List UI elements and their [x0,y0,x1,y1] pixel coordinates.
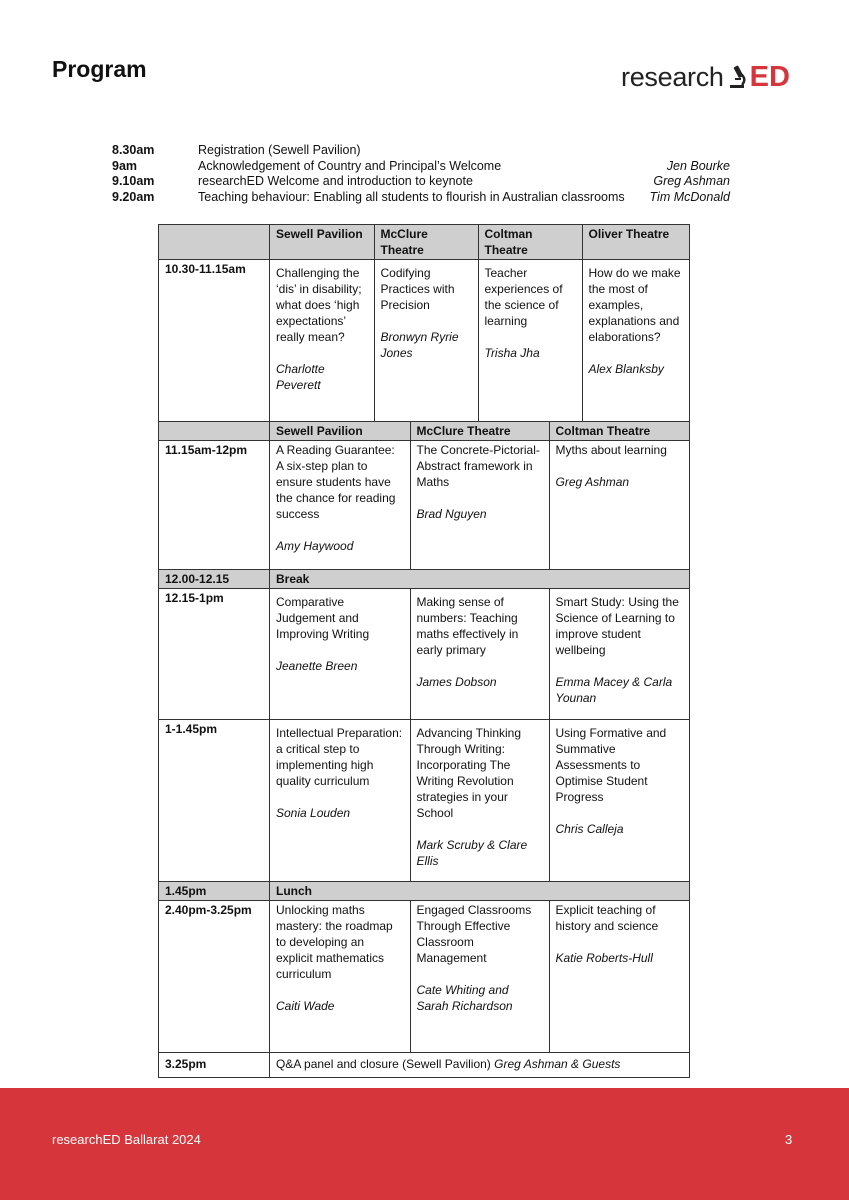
session-time: 1-1.45pm [159,720,270,882]
talk-title: Engaged Classrooms Through Effective Classroom Management [416,903,532,965]
page-title: Program [52,56,147,82]
talk-speaker: Emma Macey & Carla Younan [555,675,673,705]
talk-cell [374,260,478,421]
talk-cell [478,260,582,421]
venue-header-row [159,422,690,441]
intro-speaker: Tim McDonald [649,189,730,204]
closing-time: 3.25pm [159,1053,270,1078]
intro-time: 9am [112,158,138,173]
talk-title: Teacher experiences of the science of learning [484,266,563,328]
talk-speaker: Trisha Jha [484,346,540,360]
talk-cell [270,720,410,881]
session-row [159,901,690,1053]
break-label: Break [270,570,690,589]
lunch-time: 1.45pm [159,882,270,901]
logo-wordmark: research [621,62,724,92]
footer-page-number: 3 [785,1132,793,1147]
talk-title: Using Formative and Summative Assessments to Optimise Student Progress [555,726,667,804]
intro-row [112,190,730,206]
header-blank [159,225,270,260]
talk-title: Making sense of numbers: Teaching maths effectively in early primary [416,595,519,657]
intro-time: 9.20am [112,189,155,204]
lunch-label: Lunch [270,882,690,901]
talk-cell [270,901,410,1052]
intro-row [112,143,730,159]
talk-speaker: Amy Haywood [276,539,354,553]
talk-title: A Reading Guarantee: A six-step plan to ensure students have the chance for reading success [276,443,396,521]
program-table [158,224,690,1078]
talk-cell [549,901,690,1052]
talk-cell [582,260,690,421]
intro-title: Acknowledgement of Country and Principal’s Welcome [198,158,502,173]
intro-row [112,159,730,175]
session-row [159,589,690,720]
talk-cell [270,441,410,569]
session-time: 10.30-11.15am [159,260,270,422]
talk-cell [410,441,549,569]
talk-cell [410,589,549,719]
talk-title: Smart Study: Using the Science of Learning to improve student wellbeing [555,595,679,657]
talk-cell [270,589,410,719]
talk-title: How do we make the most of examples, explanations and elaborations? [588,266,681,344]
logo-ed: ED [749,61,790,93]
talk-title: Challenging the ‘dis’ in disability; what does ‘high expectations’ really mean? [276,266,362,344]
closing-row [159,1053,690,1078]
session-row [159,260,690,422]
intro-title: Teaching behaviour: Enabling all students to flourish in Australian classrooms [198,189,625,204]
talk-title: Myths about learning [555,443,667,457]
intro-title: Registration (Sewell Pavilion) [198,143,361,157]
talk-speaker: Alex Blanksby [588,362,664,376]
talk-title: The Concrete-Pictorial-Abstract framework in Maths [416,443,540,489]
talk-cell [410,720,549,881]
intro-time: 9.10am [112,174,155,188]
talk-cell [410,901,549,1052]
session-time: 12.15-1pm [159,589,270,720]
talk-title: Codifying Practices with Precision [380,266,455,312]
venue-header: Coltman Theatre [549,422,690,440]
closing-text: Q&A panel and closure (Sewell Pavilion) [276,1057,491,1071]
talk-title: Advancing Thinking Through Writing: Incorporating The Writing Revolution strategies in your School [416,726,522,820]
footer-event: researchED Ballarat 2024 [52,1132,201,1147]
talk-speaker: Jeanette Breen [276,659,358,673]
venue-header: Coltman Theatre [478,225,582,259]
talk-cell [549,589,690,719]
intro-speaker: Greg Ashman [653,174,730,188]
talk-speaker: Brad Nguyen [416,507,487,521]
talk-speaker: Charlotte Peverett [276,362,325,392]
talk-speaker: Katie Roberts-Hull [555,951,653,965]
talk-speaker: Mark Scruby & Clare Ellis [416,838,528,868]
venue-header: Sewell Pavilion [270,422,410,440]
talk-cell [270,260,374,421]
talk-speaker: Cate Whiting and Sarah Richardson [416,983,513,1013]
talk-speaker: Chris Calleja [555,822,624,836]
intro-title: researchED Welcome and introduction to keynote [198,174,473,188]
talk-cell [549,720,690,881]
intro-schedule [112,143,730,205]
session-row [159,720,690,882]
venue-header: McClure Theatre [410,422,549,440]
session-row [159,441,690,570]
intro-row [112,174,730,190]
researched-logo [621,58,790,92]
lunch-row [159,882,690,901]
intro-speaker: Jen Bourke [666,158,730,173]
closing-speaker: Greg Ashman & Guests [494,1057,621,1071]
page-footer [0,1088,849,1200]
microscope-icon [727,64,749,92]
venue-header: Oliver Theatre [582,225,690,259]
session-time: 2.40pm-3.25pm [159,901,270,1053]
break-time: 12.00-12.15 [159,570,270,589]
venue-header-row [159,225,690,260]
talk-speaker: Bronwyn Ryrie Jones [380,330,459,360]
header-blank [159,422,270,441]
talk-speaker: Sonia Louden [276,806,351,820]
talk-title: Comparative Judgement and Improving Writing [276,595,370,641]
talk-speaker: Greg Ashman [555,475,630,489]
session-time: 11.15am-12pm [159,441,270,570]
venue-header: McClure Theatre [374,225,478,259]
talk-title: Intellectual Preparation: a critical step to implementing high quality curriculum [276,726,403,788]
talk-title: Explicit teaching of history and science [555,903,659,933]
break-row [159,570,690,589]
talk-title: Unlocking maths mastery: the roadmap to developing an explicit mathematics curriculum [276,903,393,981]
venue-header: Sewell Pavilion [270,225,374,259]
talk-cell [549,441,690,569]
intro-time: 8.30am [112,143,155,157]
talk-speaker: Caiti Wade [276,999,335,1013]
closing-cell [270,1053,690,1078]
talk-speaker: James Dobson [416,675,497,689]
